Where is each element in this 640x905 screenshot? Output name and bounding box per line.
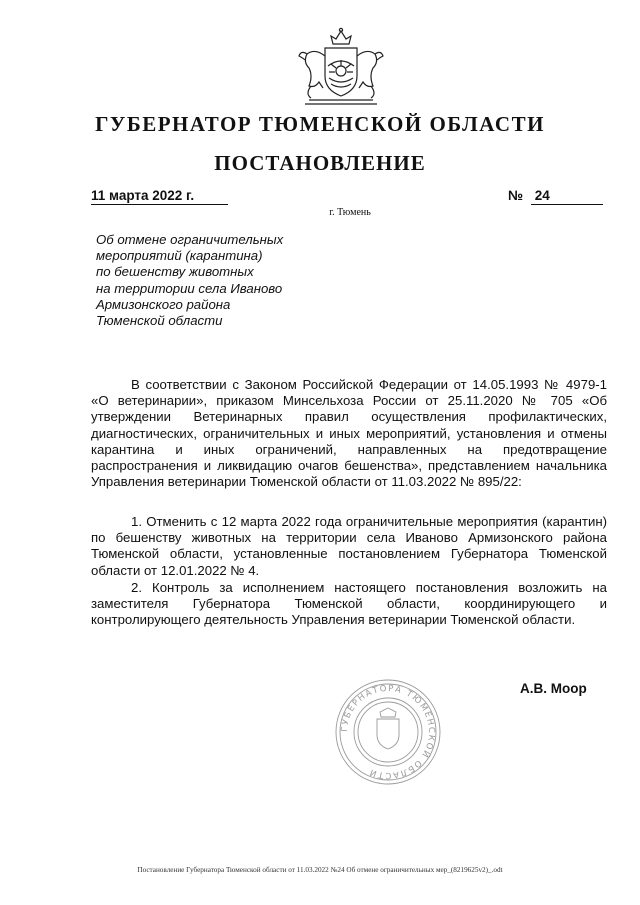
preamble-paragraph: В соответствии с Законом Российской Федерации от 14.05.1993 № 4979-1 «О ветеринарии», приказом Минсельхоза России от 25.11.2020 № 705 «Об утверждении Ветеринарных правил осуществления профилактических, диагностических, ограничительных и иных мероприятий, установления и отмены карантина и иных ограничений, направленных на предотвращение распространения и ликвидацию очагов бешенства», представлением начальника Управления ветеринарии Тюменской области от 11.03.2022 № 895/22:: [91, 377, 607, 490]
clause-2-paragraph: 2. Контроль за исполнением настоящего постановления возложить на заместителя Губернатора Тюменской области, координирующего и контролирующего деятельность Управления ветеринарии Тюменской области.: [91, 580, 607, 628]
document-subject: [96, 232, 326, 329]
document-date: 11 марта 2022 г.: [91, 187, 228, 205]
signatory-name: А.В. Моор: [520, 681, 587, 696]
subject-line: на территории села Иваново: [96, 280, 283, 296]
issuer-title: ГУБЕРНАТОР ТЮМЕНСКОЙ ОБЛАСТИ: [95, 112, 545, 136]
subject-line: по бешенству животных: [96, 264, 254, 280]
seal-text: ГУБЕРНАТОРА ТЮМЕНСКОЙ ОБЛАСТИ: [339, 683, 437, 781]
number-label: №: [508, 188, 524, 203]
subject-line: Армизонского района: [96, 296, 231, 312]
document-type: ПОСТАНОВЛЕНИЕ: [214, 151, 426, 175]
document-number: 24: [531, 187, 603, 205]
coat-of-arms-icon: [295, 26, 387, 112]
file-footer: Постановление Губернатора Тюменской области от 11.03.2022 №24 Об отмене ограничительных мер_(8219625v2)_.odt: [137, 866, 503, 874]
official-seal: [333, 677, 443, 787]
city-label: г. Тюмень: [329, 207, 371, 218]
clause-1-paragraph: 1. Отменить с 12 марта 2022 года ограничительные мероприятия (карантин) по бешенству животных на территории села Иваново Армизонского района Тюменской области, установленные постановлением Губернатора Тюменской области от 12.01.2022 № 4.: [91, 514, 607, 578]
subject-line: Тюменской области: [96, 313, 223, 329]
subject-line: мероприятий (карантина): [96, 248, 263, 264]
subject-line: Об отмене ограничительных: [96, 232, 284, 247]
